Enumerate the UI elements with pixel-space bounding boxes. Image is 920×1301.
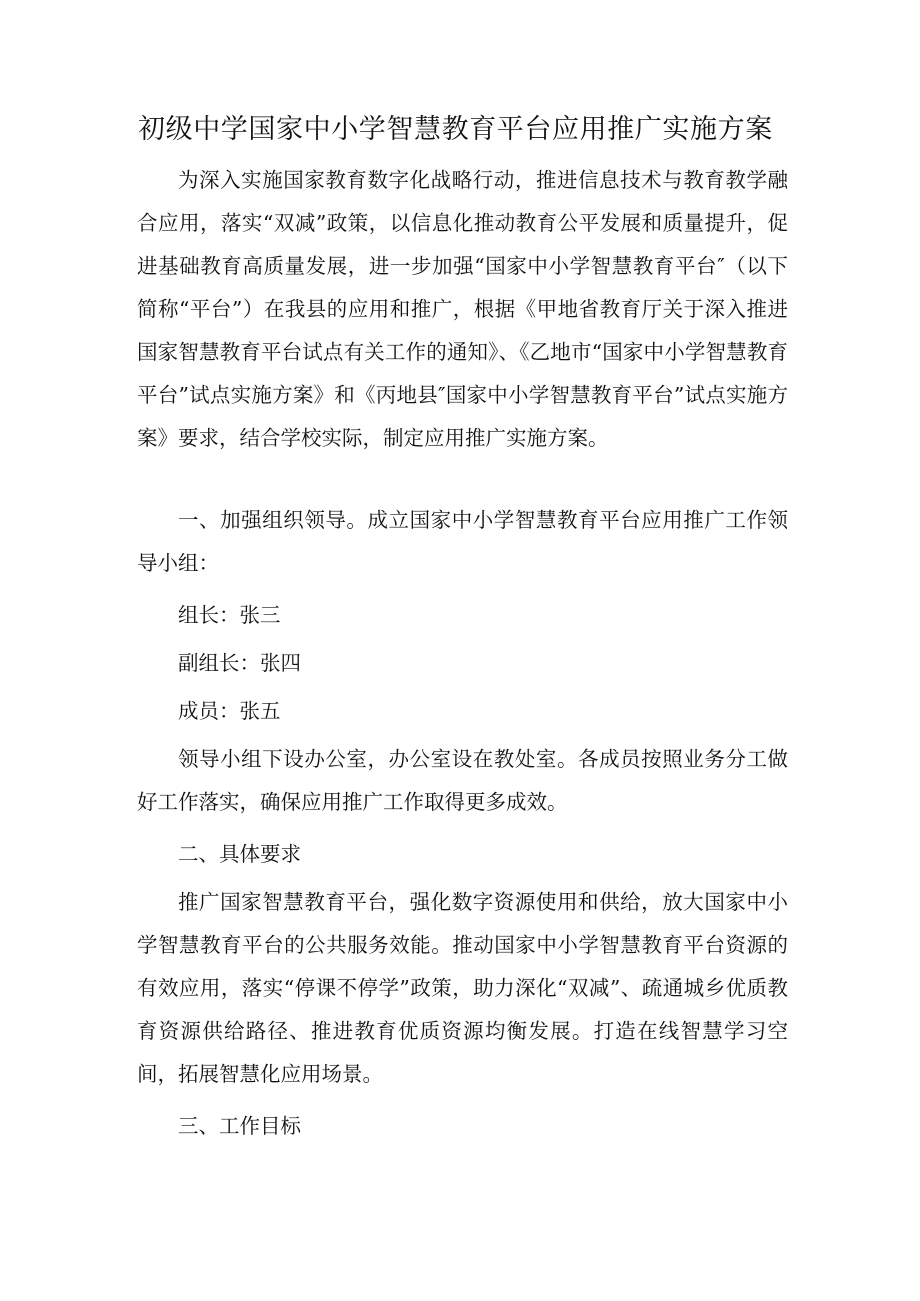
section1-heading: 一、加强组织领导。成立国家中小学智慧教育平台应用推广工作领导小组：: [137, 508, 788, 575]
section3-heading: 三、工作目标: [178, 1114, 301, 1138]
section2-heading: 二、具体要求: [178, 842, 301, 866]
leader-line: 组长：张三: [178, 603, 281, 627]
document-title: 初级中学国家中小学智慧教育平台应用推广实施方案: [138, 114, 773, 145]
intro-paragraph: 为深入实施国家教育数字化战略行动，推进信息技术与教育教学融合应用，落实“双减”政策，以信息化推动教育公平发展和质量提升，促进基础教育高质量发展，进一步加强“国家中小学智慧教育平台″（以下简称“平台”）在我县的应用和推广，根据《甲地省教育厅关于深入推进国家智慧教育平台试点有关工作的通知》、《乙地市“国家中小学智慧教育平台”试点实施方案》和《丙地县″国家中小学智慧教育平台”试点实施方案》要求，结合学校实际，制定应用推广实施方案。: [137, 168, 788, 450]
members-line: 成员：张五: [178, 699, 281, 723]
section2-paragraph: 推广国家智慧教育平台，强化数字资源使用和供给，放大国家中小学智慧教育平台的公共服务效能。推动国家中小学智慧教育平台资源的有效应用，落实“停课不停学”政策，助力深化“双减”、疏通城乡优质教育资源供给路径、推进教育优质资源均衡发展。打造在线智慧学习空间，拓展智慧化应用场景。: [137, 890, 788, 1086]
office-note-paragraph: 领导小组下设办公室，办公室设在教处室。各成员按照业务分工做好工作落实，确保应用推广工作取得更多成效。: [137, 747, 788, 814]
deputy-leader-line: 副组长：张四: [178, 651, 301, 675]
